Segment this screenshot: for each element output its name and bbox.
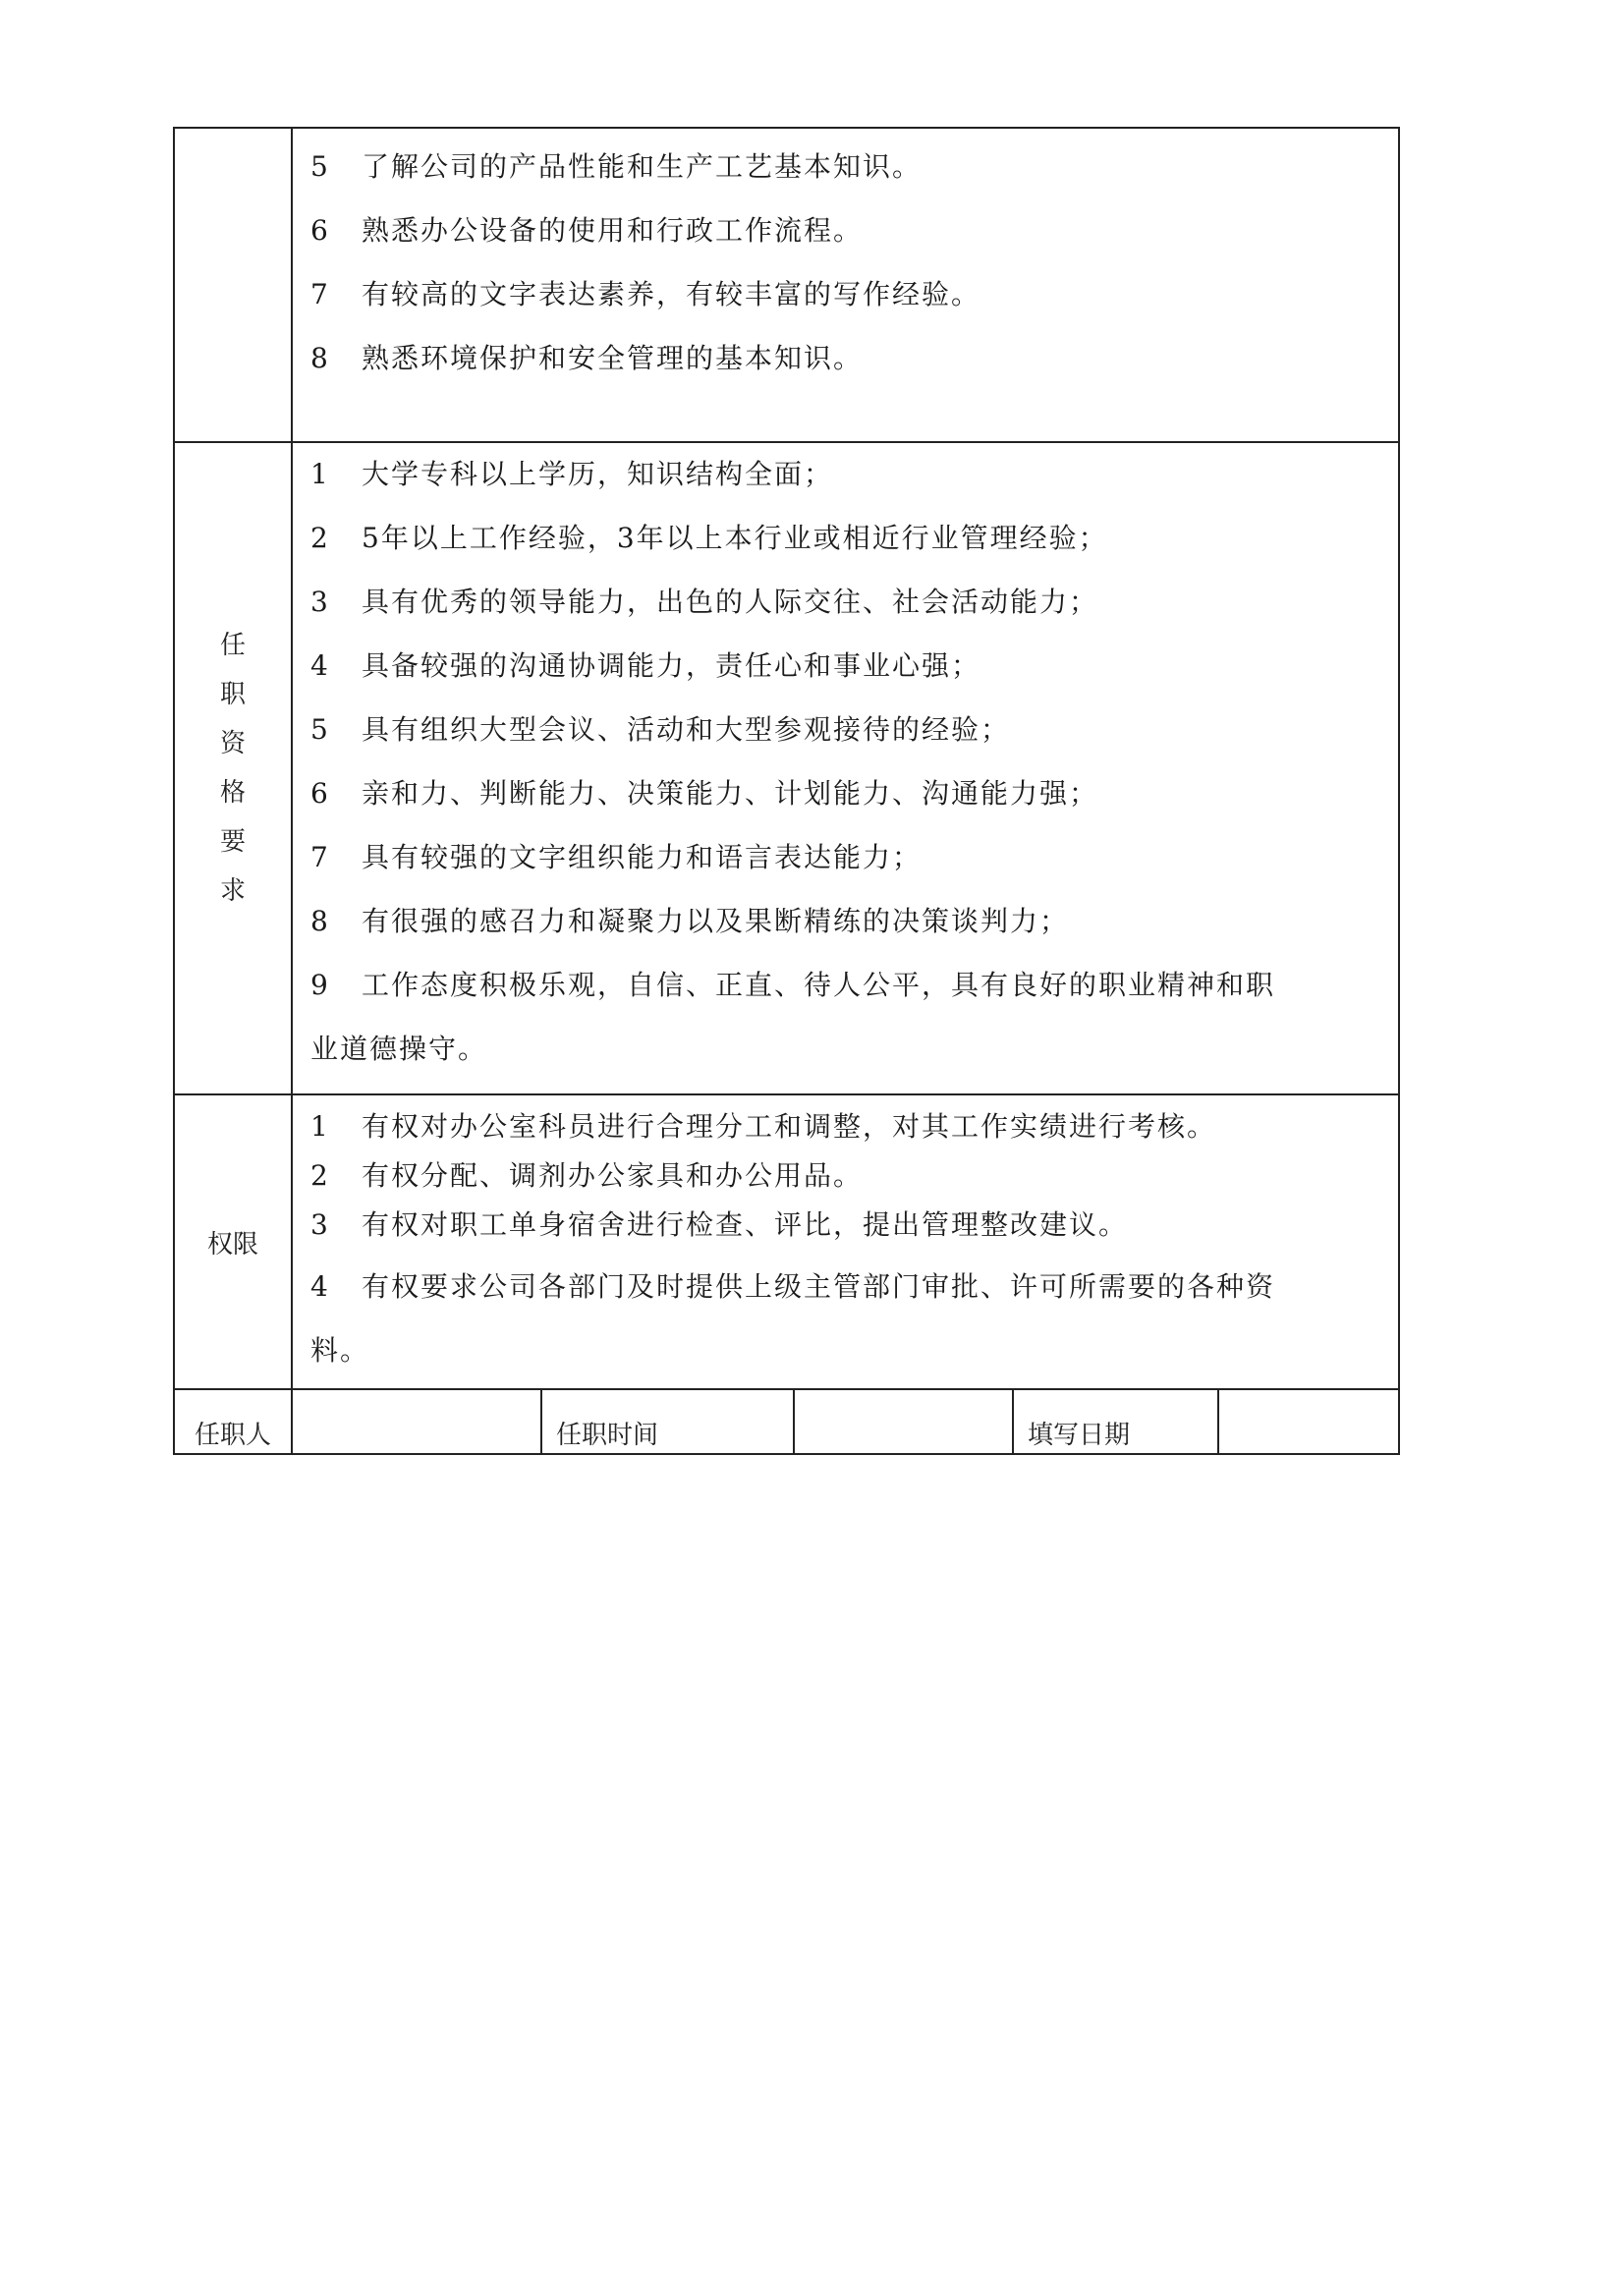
label-char: 格 bbox=[219, 778, 246, 808]
item-number: 2 bbox=[310, 1159, 330, 1192]
item-number: 1 bbox=[310, 1110, 330, 1143]
item-number: 6 bbox=[310, 777, 330, 810]
item-text: 有较高的文字表达素养，有较丰富的写作经验。 bbox=[362, 278, 981, 310]
item-text: 亲和力、判断能力、决策能力、计划能力、沟通能力强； bbox=[362, 777, 1099, 810]
fill-date-field[interactable] bbox=[1218, 1389, 1399, 1454]
label-char: 求 bbox=[219, 876, 246, 906]
label-char: 任 bbox=[219, 631, 246, 660]
list-item bbox=[310, 270, 1384, 334]
list-item bbox=[310, 708, 1384, 772]
list-item bbox=[310, 964, 1384, 1028]
footer-row bbox=[174, 1389, 1399, 1454]
item-number: 8 bbox=[310, 342, 330, 374]
list-item bbox=[310, 1156, 1384, 1205]
item-text: 具有组织大型会议、活动和大型参观接待的经验； bbox=[362, 713, 1011, 746]
item-text: 有权要求公司各部门及时提供上级主管部门审批、许可所需要的各种资 bbox=[362, 1270, 1276, 1303]
list-item bbox=[310, 453, 1384, 517]
tenure-field[interactable] bbox=[794, 1389, 1013, 1454]
incumbent-field[interactable] bbox=[292, 1389, 541, 1454]
authority-label: 权限 bbox=[206, 1229, 258, 1260]
knowledge-label-cell bbox=[174, 128, 292, 442]
authority-label-cell bbox=[174, 1094, 292, 1389]
list-item bbox=[310, 142, 1384, 206]
item-text: 工作态度积极乐观，自信、正直、待人公平，具有良好的职业精神和职 bbox=[362, 969, 1276, 1001]
incumbent-label: 任职人 bbox=[174, 1389, 292, 1454]
authority-content-cell bbox=[292, 1094, 1399, 1389]
knowledge-content-cell bbox=[292, 128, 1399, 442]
item-number: 9 bbox=[310, 969, 330, 1001]
list-item-continuation bbox=[310, 1331, 1384, 1371]
item-text: 有权对职工单身宿舍进行检查、评比，提出管理整改建议。 bbox=[362, 1208, 1129, 1241]
list-item bbox=[310, 581, 1384, 644]
item-text: 了解公司的产品性能和生产工艺基本知识。 bbox=[362, 150, 923, 183]
item-text-continuation: 业道德操守。 bbox=[310, 1033, 488, 1065]
fill-date-label: 填写日期 bbox=[1013, 1389, 1218, 1454]
qualifications-row bbox=[174, 442, 1399, 1094]
item-text: 有权分配、调剂办公家具和办公用品。 bbox=[362, 1159, 864, 1192]
item-text: 熟悉环境保护和安全管理的基本知识。 bbox=[362, 342, 864, 374]
knowledge-row bbox=[174, 128, 1399, 442]
item-number: 3 bbox=[310, 1208, 330, 1241]
item-number: 6 bbox=[310, 214, 330, 247]
list-item bbox=[310, 900, 1384, 964]
item-number: 8 bbox=[310, 905, 330, 937]
qualifications-content-cell bbox=[292, 442, 1399, 1094]
item-text: 有很强的感召力和凝聚力以及果断精练的决策谈判力； bbox=[362, 905, 1070, 937]
item-text: 熟悉办公设备的使用和行政工作流程。 bbox=[362, 214, 864, 247]
list-item bbox=[310, 1267, 1384, 1331]
qualifications-label-cell bbox=[174, 442, 292, 1094]
label-char: 要 bbox=[219, 827, 246, 857]
list-item bbox=[310, 334, 1384, 398]
qualifications-label bbox=[175, 621, 291, 916]
item-number: 4 bbox=[310, 649, 330, 682]
list-item bbox=[310, 517, 1384, 581]
list-item bbox=[310, 1205, 1384, 1267]
item-text: 具有优秀的领导能力，出色的人际交往、社会活动能力； bbox=[362, 586, 1099, 618]
item-number: 7 bbox=[310, 278, 330, 310]
job-description-table bbox=[173, 127, 1400, 1455]
item-number: 1 bbox=[310, 458, 330, 490]
item-number: 3 bbox=[310, 586, 330, 618]
item-text: 5年以上工作经验，3年以上本行业或相近行业管理经验； bbox=[362, 522, 1108, 554]
item-text-continuation: 料。 bbox=[310, 1334, 370, 1367]
item-number: 4 bbox=[310, 1270, 330, 1303]
item-number: 5 bbox=[310, 150, 330, 183]
list-item bbox=[310, 1107, 1384, 1156]
item-text: 大学专科以上学历，知识结构全面； bbox=[362, 458, 834, 490]
item-text: 有权对办公室科员进行合理分工和调整，对其工作实绩进行考核。 bbox=[362, 1110, 1217, 1143]
list-item bbox=[310, 644, 1384, 708]
label-char: 职 bbox=[219, 680, 246, 709]
list-item bbox=[310, 772, 1384, 836]
authority-row bbox=[174, 1094, 1399, 1389]
item-number: 5 bbox=[310, 713, 330, 746]
item-number: 7 bbox=[310, 841, 330, 873]
item-text: 具有较强的文字组织能力和语言表达能力； bbox=[362, 841, 923, 873]
list-item-continuation bbox=[310, 1028, 1384, 1092]
label-char: 资 bbox=[219, 729, 246, 758]
tenure-label: 任职时间 bbox=[541, 1389, 794, 1454]
item-number: 2 bbox=[310, 522, 330, 554]
list-item bbox=[310, 836, 1384, 900]
list-item bbox=[310, 206, 1384, 270]
item-text: 具备较强的沟通协调能力，责任心和事业心强； bbox=[362, 649, 981, 682]
